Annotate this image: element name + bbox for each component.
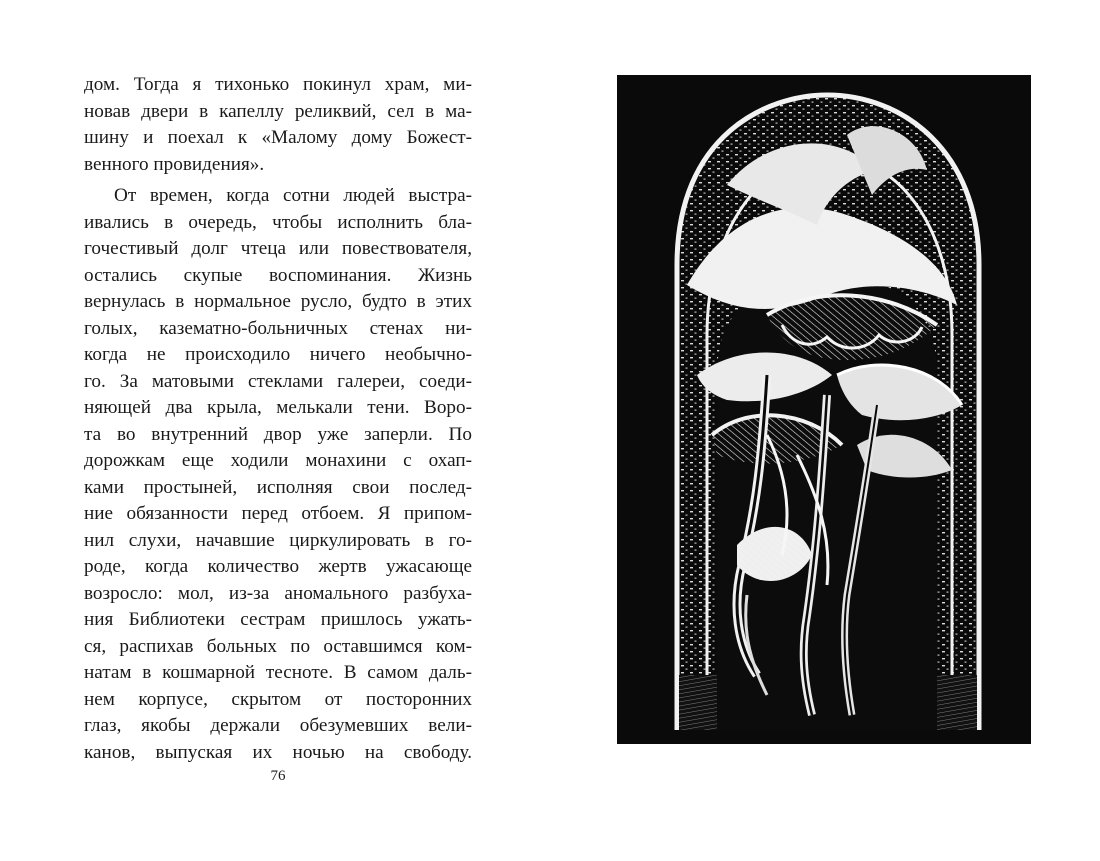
text-line: От времен, когда сотни людей выстра- — [114, 185, 472, 206]
text-line: дом. Тогда я тихонько покинул храм, ми- — [84, 74, 472, 95]
text-line: канов, выпуская их ночью на свободу. — [84, 741, 472, 763]
text-line: дорожкам еще ходили монахини с охап- — [84, 450, 472, 471]
body-text — [84, 72, 472, 766]
text-line: возросло: мол, из-за аномального разбуха- — [84, 582, 472, 604]
text-line: голых, казематно-больничных стенах ни- — [84, 317, 472, 339]
text-line: вернулась в нормальное русло, будто в этих — [84, 291, 472, 312]
page-number: 76 — [270, 768, 286, 784]
text-line: го. За матовыми стеклами галереи, соеди- — [84, 370, 472, 392]
text-line: та во внутренний двор уже заперли. По — [84, 423, 472, 445]
text-line: ивались в очередь, чтобы исполнить бла- — [84, 211, 472, 233]
text-line: когда не происходило ничего необычно- — [84, 344, 472, 365]
paragraph-2 — [84, 183, 472, 766]
text-line: ками простыней, исполняя свои послед- — [84, 476, 472, 498]
text-line: ния Библиотеки сестрам пришлось ужать- — [84, 609, 472, 630]
text-line: роде, когда количество жертв ужасающе — [84, 556, 472, 577]
text-line: венного провидения». — [84, 153, 265, 175]
text-line: натам в кошмарной тесноте. В самом даль- — [84, 662, 472, 683]
text-line: нем корпусе, скрытом от посторонних — [84, 688, 472, 710]
text-line: ся, распихав больных по оставшимся ком- — [84, 635, 472, 657]
text-line: остались скупые воспоминания. Жизнь — [84, 264, 472, 286]
text-line: новав двери в капеллу реликвий, сел в ма- — [84, 100, 472, 122]
text-line: шину и поехал к «Малому дому Божест- — [84, 127, 472, 148]
woodcut-illustration — [617, 75, 1031, 744]
text-line: няющей два крыла, мелькали тени. Воро- — [84, 397, 472, 418]
left-page — [84, 72, 472, 766]
text-line: ние обязанности перед отбоем. Я припом- — [84, 503, 472, 524]
paragraph-1 — [84, 72, 472, 178]
text-line: нил слухи, начавшие циркулировать в го- — [84, 529, 472, 551]
text-line: глаз, якобы держали обезумевших вели- — [84, 715, 472, 736]
text-line: гочестивый долг чтеца или повествователя, — [84, 238, 472, 259]
